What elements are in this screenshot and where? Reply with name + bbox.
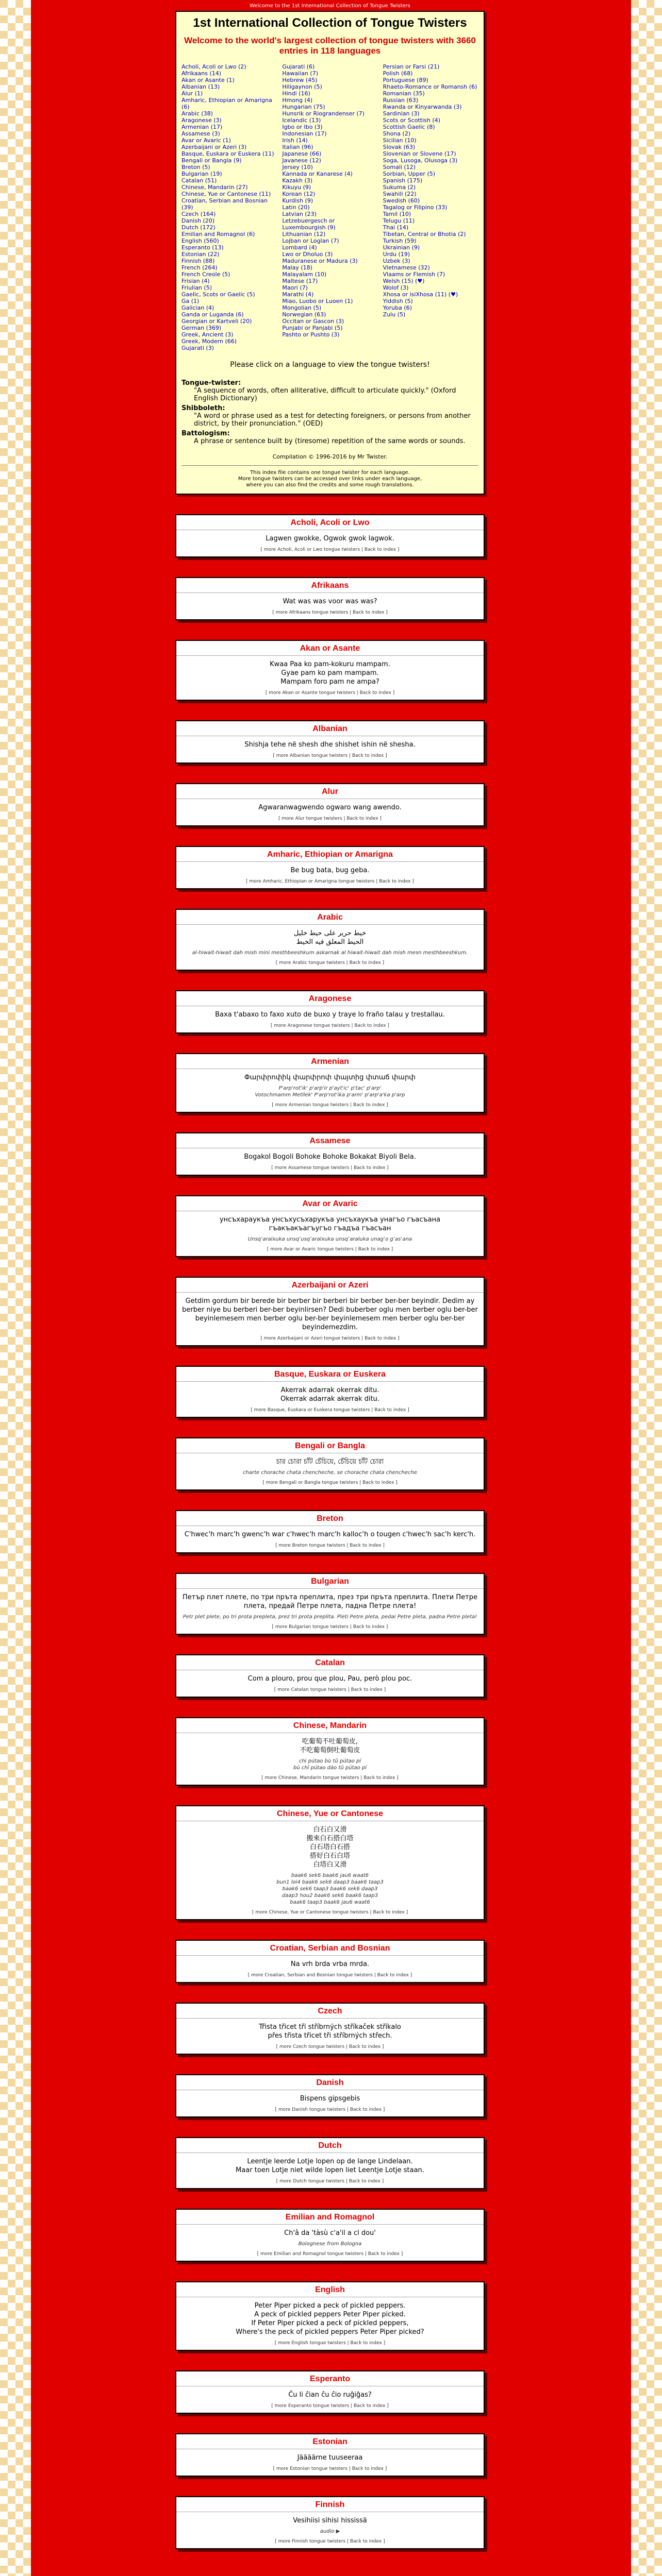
language-link[interactable]: Norwegian (63) <box>282 311 326 318</box>
language-link[interactable]: Tagalog or Filipino (33) <box>383 204 448 211</box>
language-heading: Croatian, Serbian and Bosnian <box>176 1941 484 1956</box>
language-link[interactable]: Swedish (60) <box>383 197 420 204</box>
language-link[interactable]: Kazakh (3) <box>282 177 313 184</box>
language-link[interactable]: Lombard (4) <box>282 244 317 251</box>
tongue-twister-text: Lagwen gwokke, Ogwok gwok lagwok. <box>266 535 394 543</box>
transliteration: al-hiwait-hiwait dah mish mini mesthbeeshkum askarnak al hiwait-hiwait dah mish mesn mesthbeeshkum. <box>192 950 468 956</box>
tongue-twister-text: Bispens gipsgebis <box>300 2095 360 2103</box>
language-link[interactable]: Japanese (66) <box>282 150 322 157</box>
language-link[interactable]: Lojban or Loglan (7) <box>282 238 339 244</box>
language-card <box>175 514 485 557</box>
more-links[interactable]: [ more Catalan tongue twisters | Back to index ] <box>274 1687 386 1692</box>
pick-instruction: Please click on a language to view the tongue twisters! <box>230 361 430 369</box>
more-links[interactable]: [ more Assamese tongue twisters | Back to index ] <box>271 1165 389 1171</box>
language-heading: Afrikaans <box>176 578 484 593</box>
language-link[interactable]: Igbo or Ibo (3) <box>282 124 323 130</box>
language-index <box>181 63 478 351</box>
language-link[interactable]: Thai (14) <box>383 224 409 231</box>
language-heading: Danish <box>176 2075 484 2090</box>
language-heading: Arabic <box>176 910 484 925</box>
language-link[interactable]: Punjabi or Panjabi (5) <box>282 325 343 331</box>
language-heading: Aragonese <box>176 991 484 1006</box>
language-link[interactable]: Occitan or Gascon (3) <box>282 318 344 325</box>
tongue-twister-text: Փարփրոփիկ փարփրոփ փայտից փտաճ փարփ <box>244 1074 416 1081</box>
language-link[interactable]: Xhosa or isiXhosa (11) (♥) <box>383 291 458 298</box>
language-heading: Estonian <box>176 2434 484 2449</box>
tongue-twister-text: Akerrak adarrak okerrak ditu. Okerrak adarrak akerrak ditu. <box>280 1386 380 1403</box>
language-link[interactable]: Hebrew (45) <box>282 77 318 83</box>
definition-text: "A word or phrase used as a test for detecting foreigners, or persons from another district, by their pronunciation." (OED) <box>194 412 471 428</box>
language-link[interactable]: Galician (4) <box>181 304 214 311</box>
language-link[interactable]: Ganda or Luganda (6) <box>181 311 244 318</box>
language-link[interactable]: Friulian (5) <box>181 284 212 291</box>
transliteration: Unsqʼaralxuka unsqʼusqʼaralxuka unsqʼaraluka unagʼo gʼasʼana <box>247 1236 412 1242</box>
language-link[interactable]: Wolof (3) <box>383 284 409 291</box>
language-link[interactable]: Vietnamese (32) <box>383 264 430 271</box>
language-heading: Breton <box>176 1511 484 1526</box>
language-card <box>175 720 485 764</box>
language-link[interactable]: Somali (12) <box>383 164 416 171</box>
language-heading: Finnish <box>176 2497 484 2512</box>
language-link[interactable]: Jersey (10) <box>282 164 313 171</box>
tongue-twister-text: 吃葡萄不吐葡萄皮, 不吃葡萄倒吐葡萄皮 <box>300 1738 360 1754</box>
more-links[interactable]: [ more Bengali or Bangla tongue twisters | Back to index ] <box>262 1480 398 1485</box>
language-link[interactable]: Javanese (12) <box>282 157 321 164</box>
divider <box>181 465 478 466</box>
language-link[interactable]: Gaelic, Scots or Gaelic (5) <box>181 291 255 298</box>
language-link[interactable]: Scots or Scottish (4) <box>383 117 440 124</box>
language-link[interactable]: Soga, Lusoga, Olusoga (3) <box>383 157 458 164</box>
language-link[interactable]: Yiddish (5) <box>383 298 413 304</box>
tongue-twister-text: خيط حرير على حيط خليل الحيط المعلق فيه الخيط <box>293 929 367 946</box>
language-heading: Albanian <box>176 721 484 736</box>
language-link[interactable]: German (369) <box>181 325 222 331</box>
language-link[interactable]: Bengali or Bangla (9) <box>181 157 242 164</box>
more-links[interactable]: [ more Alur tongue twisters | Back to index ] <box>278 816 382 821</box>
transliteration: charte chorache chata chencheche, se chorache chata chencheche <box>243 1470 417 1476</box>
more-links[interactable]: [ more Estonian tongue twisters | Back to index ] <box>273 2466 387 2471</box>
language-link[interactable]: Turkish (59) <box>383 238 417 244</box>
index-note: This index file contains one tongue twister for each language. More tongue twisters can be accessed over links under each language, where you can also find the credits and some rough translations. <box>238 470 422 488</box>
language-heading: Avar or Avaric <box>176 1196 484 1211</box>
definition-term: Tongue-twister: <box>181 379 241 387</box>
more-links[interactable]: [ more Dutch tongue twisters | Back to index ] <box>276 2179 384 2184</box>
language-heading: Chinese, Mandarin <box>176 1718 484 1733</box>
language-link[interactable]: Lithuanian (12) <box>282 231 326 238</box>
tongue-twister-text: Kwaa Paa ko pam-kokuru mampam. Gyae pam ko pam mampam. Mampam foro pam ne ampa? <box>270 660 390 686</box>
language-heading: Catalan <box>176 1655 484 1670</box>
language-link[interactable]: Persian or Farsi (21) <box>383 63 440 70</box>
language-card <box>175 2003 485 2055</box>
definition-text: "A sequence of words, often alliterative, difficult to articulate quickly." (Oxford English Dictionary) <box>194 387 456 402</box>
language-card <box>175 1437 485 1490</box>
more-links[interactable]: [ more Akan or Asante tongue twisters | Back to index ] <box>265 690 395 696</box>
language-link[interactable]: Assamese (3) <box>181 130 220 137</box>
more-links[interactable]: [ more Avar or Avaric tongue twisters | Back to index ] <box>267 1247 393 1252</box>
tongue-twister-text: Na vrh brda vrba mrda. <box>290 1960 370 1968</box>
tongue-twister-text: C'hwec'h marc'h gwenc'h war c'hwec'h marc'h kalloc'h o tougen c'hwec'h sac'h kerc'h. <box>184 1531 476 1538</box>
transliteration: baak6 sek6 baak6 jau6 waat6 bun1 loi4 baak6 sek6 daap3 baak6 taap3 baak6 sek6 taap3 baak6 sek6 daap3 daap3 hou2 baak6 sek6 baak6 taap3 baak6 taap3 baak6 jau6 waat6 <box>276 1873 384 1905</box>
language-link[interactable]: Basque, Euskara or Euskera (11) <box>181 150 274 157</box>
language-card <box>175 2433 485 2477</box>
language-heading: Esperanto <box>176 2371 484 2386</box>
language-link[interactable]: Italian (96) <box>282 144 313 150</box>
language-card <box>175 1654 485 1698</box>
language-link[interactable]: Welsh (15) (♥) <box>383 278 425 284</box>
more-links[interactable]: [ more Aragonese tongue twisters | Back to index ] <box>271 1023 389 1028</box>
more-links[interactable]: [ more Finnish tongue twisters | Back to index ] <box>275 2539 385 2544</box>
language-link[interactable]: Maduranese or Madura (3) <box>282 258 358 264</box>
language-link[interactable]: Portuguese (89) <box>383 77 428 83</box>
language-link[interactable]: Yoruba (6) <box>383 304 412 311</box>
language-card <box>175 1195 485 1257</box>
header-panel <box>175 11 485 495</box>
more-links[interactable]: [ more Armenian tongue twisters | Back to index ] <box>272 1103 388 1108</box>
language-link[interactable]: Albanian (13) <box>181 83 220 90</box>
language-heading: Azerbaijani or Azeri <box>176 1278 484 1293</box>
top-note: Welcome to the 1st International Collection of Tongue Twisters <box>250 3 410 9</box>
language-card <box>175 1940 485 1983</box>
language-heading: Basque, Euskara or Euskera <box>176 1367 484 1382</box>
language-link[interactable]: Rhaeto-Romance or Romansh (6) <box>383 83 477 90</box>
language-link[interactable]: Hmong (4) <box>282 97 313 104</box>
more-links[interactable]: [ more Czech tongue twisters | Back to index ] <box>276 2044 384 2049</box>
language-link[interactable]: Uzbek (3) <box>383 258 410 264</box>
language-heading: Bengali or Bangla <box>176 1438 484 1453</box>
tongue-twister-text: Vesihiisi sihisi hississä <box>293 2517 367 2524</box>
language-card <box>175 846 485 889</box>
language-card <box>175 1573 485 1635</box>
language-heading: Emilian and Romagnol <box>176 2210 484 2225</box>
language-link[interactable]: Bulgarian (19) <box>181 171 222 177</box>
language-heading: Acholi, Acoli or Lwo <box>176 515 484 530</box>
language-heading: Alur <box>176 784 484 799</box>
language-card <box>175 1717 485 1786</box>
language-link[interactable]: Sorbian, Upper (5) <box>383 171 436 177</box>
language-link[interactable]: Swahili (22) <box>383 191 417 197</box>
more-links[interactable]: [ more Bulgarian tongue twisters | Back to index ] <box>272 1624 388 1630</box>
language-heading: Dutch <box>176 2138 484 2153</box>
language-link[interactable]: Akan or Asante (1) <box>181 77 235 83</box>
language-link[interactable]: Alur (1) <box>181 90 203 97</box>
language-link[interactable]: Slovak (63) <box>383 144 416 150</box>
language-link[interactable]: Shona (2) <box>383 130 411 137</box>
more-links[interactable]: [ more English tongue twisters | Back to index ] <box>274 2341 386 2346</box>
tongue-twister-text: Třista třicet tři stříbrných stříkaček stříkalo přes třista třicet tři stříbrných střech. <box>259 2023 401 2040</box>
definition-text: A phrase or sentence built by (tiresome) repetition of the same words or sounds. <box>194 437 466 445</box>
language-link[interactable]: Estonian (22) <box>181 251 220 258</box>
language-link[interactable]: Sicilian (10) <box>383 137 417 144</box>
language-link[interactable]: Afrikaans (14) <box>181 70 222 77</box>
language-card <box>175 2209 485 2262</box>
language-link[interactable]: Romanian (35) <box>383 90 425 97</box>
language-link[interactable]: Azerbaijani or Azeri (3) <box>181 144 247 150</box>
language-link[interactable]: Hiligaynon (5) <box>282 83 322 90</box>
language-card <box>175 1510 485 1553</box>
language-card <box>175 1366 485 1418</box>
language-link[interactable]: Kurdish (9) <box>282 197 313 204</box>
tongue-twister-text: Ĉu li ĉian ĉu ĉio ruĝiĝas? <box>288 2391 372 2399</box>
more-links[interactable]: [ more Esperanto tongue twisters | Back to index ] <box>271 2403 389 2409</box>
language-card <box>175 990 485 1033</box>
language-column <box>383 63 478 351</box>
more-links[interactable]: [ more Breton tongue twisters | Back to index ] <box>275 1543 385 1548</box>
language-link[interactable]: Breton (5) <box>181 164 210 171</box>
language-link[interactable]: Lwo or Dholuo (3) <box>282 251 333 258</box>
right-border-pattern <box>631 0 662 2576</box>
definition-term: Battologism: <box>181 430 230 437</box>
language-link[interactable]: French (264) <box>181 264 218 271</box>
tongue-twister-list <box>175 514 485 2549</box>
language-card <box>175 1277 485 1346</box>
language-link[interactable]: Danish (20) <box>181 217 215 224</box>
language-link[interactable]: Frisian (4) <box>181 278 210 284</box>
transliteration: audio ▶ <box>320 2529 340 2534</box>
language-card <box>175 1132 485 1176</box>
language-link[interactable]: Zulu (5) <box>383 311 406 318</box>
language-link[interactable]: Hunsrik or Riograndenser (7) <box>282 110 365 117</box>
language-link[interactable]: Emilian and Romagnol (6) <box>181 231 255 238</box>
transliteration: P'arp'rot'ik' p'arp'ir p'ayt'ic' p'tac' p'arp' Votochmamm Metllek' P'arp'rot'ika p'arm' p'arp'a'ka p'arp <box>255 1086 405 1098</box>
language-link[interactable]: Aragonese (3) <box>181 117 222 124</box>
language-link[interactable]: Hungarian (75) <box>282 104 325 110</box>
more-links[interactable]: [ more Basque, Euskara or Euskera tongue twisters | Back to index ] <box>251 1408 409 1413</box>
language-link[interactable]: Arabic (38) <box>181 110 213 117</box>
language-heading: Armenian <box>176 1054 484 1069</box>
language-link[interactable]: Irish (14) <box>282 137 308 144</box>
language-card <box>175 2496 485 2549</box>
language-link[interactable]: Latvian (23) <box>282 211 317 217</box>
more-links[interactable]: [ more Afrikaans tongue twisters | Back to index ] <box>272 610 388 615</box>
language-card <box>175 2074 485 2117</box>
tongue-twister-text: Jäääärne tuuseeraa <box>297 2454 363 2462</box>
language-heading: English <box>176 2282 484 2297</box>
language-card <box>175 2281 485 2351</box>
tongue-twister-text: Bogakol Bogoli Bohoke Bohoke Bokakat Biyoli Bela. <box>244 1153 416 1161</box>
language-link[interactable]: Urdu (19) <box>383 251 410 258</box>
language-link[interactable]: Spanish (175) <box>383 177 423 184</box>
language-link[interactable]: Rwanda or Kinyarwanda (3) <box>383 104 462 110</box>
tongue-twister-text: Getdim gordum bir berede bir berber bir berberi bir berber ber-ber beyindir. Dedim ay berber niye bu berberi ber-ber beyinlirsen? Dedi buberber oglu men berber oglu ber-ber beyinlemesem men berber oglu ber-ber beyinlemesem men berber oglu ber-ber beyindemezdim. <box>182 1297 478 1331</box>
language-link[interactable]: Croatian, Serbian and Bosnian (39) <box>181 197 268 211</box>
language-link[interactable]: Russian (63) <box>383 97 419 104</box>
tongue-twister-text: Agwaranwagwendo ogwaro wang awendo. <box>258 804 402 811</box>
language-link[interactable]: Tamil (10) <box>383 211 411 217</box>
language-column <box>282 63 377 351</box>
language-link[interactable]: Sukuma (2) <box>383 184 416 191</box>
more-links[interactable]: [ more Croatian, Serbian and Bosnian tongue twisters | Back to index ] <box>247 1973 412 1978</box>
language-link[interactable]: Sardinian (3) <box>383 110 420 117</box>
page-title: 1st International Collection of Tongue Twisters <box>193 16 467 30</box>
transliteration: chi pútao bù tǔ pútao pí bù chī pútao dào tǔ pútao pí <box>293 1758 367 1771</box>
language-link[interactable]: Icelandic (13) <box>282 117 321 124</box>
language-link[interactable]: English (560) <box>181 238 219 244</box>
language-link[interactable]: Amharic, Ethiopian or Amarigna (6) <box>181 97 272 110</box>
language-link[interactable]: Chinese, Yue or Cantonese (11) <box>181 191 271 197</box>
language-link[interactable]: Kannada or Kanarese (4) <box>282 171 353 177</box>
definition-term: Shibboleth: <box>181 404 225 412</box>
language-link[interactable]: Greek, Ancient (3) <box>181 331 234 338</box>
tongue-twister-text: Peter Piper picked a peck of pickled peppers. A peck of pickled peppers Peter Piper picked. If Peter Piper picked a peck of pickled peppers, Where's the peck of pickled peppers Peter Piper picked? <box>236 2302 424 2336</box>
more-links[interactable]: [ more Amharic, Ethiopian or Amarigna tongue twisters | Back to index ] <box>246 879 414 884</box>
language-link[interactable]: Mongolian (5) <box>282 304 322 311</box>
compilation-credit: Compilation © 1996-2016 by Mr Twister. <box>272 453 388 460</box>
language-link[interactable]: Pashto or Pushto (3) <box>282 331 340 338</box>
language-card <box>175 577 485 620</box>
more-links[interactable]: [ more Acholi, Acoli or Lwo tongue twisters | Back to index ] <box>260 547 400 552</box>
language-link[interactable]: Malayalam (10) <box>282 271 327 278</box>
main-column <box>175 0 485 2549</box>
language-link[interactable]: Slovenian or Slovene (17) <box>383 150 456 157</box>
language-link[interactable]: Hindi (16) <box>282 90 310 97</box>
tongue-twister-text: Ch'â da 'tàsù c'a'il a cl dou' <box>284 2229 376 2237</box>
language-link[interactable]: Maori (7) <box>282 284 308 291</box>
language-link[interactable]: Ukrainian (9) <box>383 244 420 251</box>
language-link[interactable]: Armenian (17) <box>181 124 223 130</box>
language-card <box>175 1805 485 1920</box>
language-card <box>175 2137 485 2189</box>
transliteration: Bolognese from Bologna <box>298 2241 362 2247</box>
language-link[interactable]: Korean (12) <box>282 191 316 197</box>
language-link[interactable]: Acholi, Acoli or Lwo (2) <box>181 63 246 70</box>
language-link[interactable]: Tibetan, Central or Bhotia (2) <box>383 231 466 238</box>
language-link[interactable]: Avar or Avaric (1) <box>181 137 231 144</box>
language-link[interactable]: Polish (68) <box>383 70 413 77</box>
tongue-twister-text: Shishja tehe në shesh dhe shishet ishin në shesha. <box>244 741 416 749</box>
language-link[interactable]: Czech (164) <box>181 211 216 217</box>
tongue-twister-text: унсъхараукъа унсъхусъхарукъа унсъхаукъа унагъо гъасъана гъакъакъагъугъо гъадъа гъасъан <box>219 1216 441 1232</box>
welcome-text: Welcome to the world's largest collection of tongue twisters with 3660 entries in 118 languages <box>184 36 476 56</box>
language-link[interactable]: Greek, Modern (66) <box>181 338 237 345</box>
language-heading: Assamese <box>176 1133 484 1148</box>
more-links[interactable]: [ more Chinese, Mandarin tongue twisters | Back to index ] <box>261 1775 399 1781</box>
more-links[interactable]: [ more Chinese, Yue or Cantonese tongue twisters | Back to index ] <box>252 1910 408 1915</box>
language-column <box>181 63 277 351</box>
language-link[interactable]: Chinese, Mandarin (27) <box>181 184 248 191</box>
language-heading: Akan or Asante <box>176 641 484 656</box>
tongue-twister-text: Leentje leerde Lotje lopen op de lange Lindelaan. Maar toen Lotje niet wilde lopen liet Leentje Lotje staan. <box>236 2158 424 2174</box>
language-link[interactable]: Latin (20) <box>282 204 310 211</box>
language-card <box>175 640 485 701</box>
language-link[interactable]: Dutch (172) <box>181 224 216 231</box>
language-link[interactable]: Hawaiian (7) <box>282 70 318 77</box>
language-link[interactable]: Indonesian (17) <box>282 130 327 137</box>
language-link[interactable]: Esperanto (13) <box>181 244 224 251</box>
tongue-twister-text: Wat was was voor was was? <box>283 598 377 605</box>
more-links[interactable]: [ more Arabic tongue twisters | Back to index ] <box>275 960 385 965</box>
tongue-twister-text: Com a plouro, prou que plou, Pau, però plou poc. <box>247 1675 412 1683</box>
language-heading: Czech <box>176 2004 484 2019</box>
language-link[interactable]: Ga (1) <box>181 298 200 304</box>
tongue-twister-text: Baxa t'abaxo to faxo xuto de buxo y traye lo fraño talau y trestallau. <box>215 1011 445 1019</box>
language-link[interactable]: French Creole (5) <box>181 271 230 278</box>
language-card <box>175 783 485 826</box>
language-link[interactable]: Vlaams or Flemish (7) <box>383 271 445 278</box>
language-link[interactable]: Catalan (51) <box>181 177 217 184</box>
language-link[interactable]: Malay (18) <box>282 264 312 271</box>
tongue-twister-text: চার চোরা চাঁট চেঁচিয়ে, চেঁচিয়ে চাঁট চোরা <box>276 1458 384 1466</box>
language-link[interactable]: Miao, Luobo or Luoen (1) <box>282 298 353 304</box>
language-card <box>175 2370 485 2414</box>
language-heading: Chinese, Yue or Cantonese <box>176 1806 484 1821</box>
language-link[interactable]: Gujarati (3) <box>181 345 214 351</box>
language-card <box>175 909 485 971</box>
tongue-twister-text: Be bug bata, bug geba. <box>290 867 370 874</box>
definitions <box>181 379 478 445</box>
transliteration: Petr plet plete, po tri prota prepleta, prez tri prota preplita. Pleti Petre pleta, pedai Petre pleta, padna Petre pleta! <box>183 1614 477 1620</box>
language-link[interactable]: Georgian or Kartveli (20) <box>181 318 252 325</box>
language-link[interactable]: Scottish Gaelic (8) <box>383 124 435 130</box>
tongue-twister-text: Петър плет плете, по три пръта преплита, през три пръта преплита. Плети Петре плета, предай Петре плета, падна Петре плета! <box>183 1594 477 1610</box>
language-link[interactable]: Finnish (88) <box>181 258 215 264</box>
more-links[interactable]: [ more Albanian tongue twisters | Back to index ] <box>273 753 387 758</box>
language-card <box>175 1053 485 1113</box>
tongue-twister-text: 白石白又滑 搬來白石搭白塔 白石塔白石搭 搭好白石白塔 白塔白又滑 <box>306 1826 354 1869</box>
more-links[interactable]: [ more Danish tongue twisters | Back to index ] <box>275 2107 385 2112</box>
more-links[interactable]: [ more Emilian and Romagnol tongue twisters | Back to index ] <box>257 2251 403 2257</box>
language-link[interactable]: Maltese (17) <box>282 278 318 284</box>
language-heading: Bulgarian <box>176 1574 484 1589</box>
more-links[interactable]: [ more Azerbaijani or Azeri tongue twisters | Back to index ] <box>260 1336 400 1341</box>
language-link[interactable]: Letzebuergesch or Luxembourgish (9) <box>282 217 336 231</box>
language-heading: Amharic, Ethiopian or Amarigna <box>176 847 484 862</box>
language-link[interactable]: Gujarati (6) <box>282 63 315 70</box>
language-link[interactable]: Kikuyu (9) <box>282 184 311 191</box>
left-border-pattern <box>0 0 31 2576</box>
language-link[interactable]: Telugu (11) <box>383 217 415 224</box>
language-link[interactable]: Marathi (4) <box>282 291 314 298</box>
